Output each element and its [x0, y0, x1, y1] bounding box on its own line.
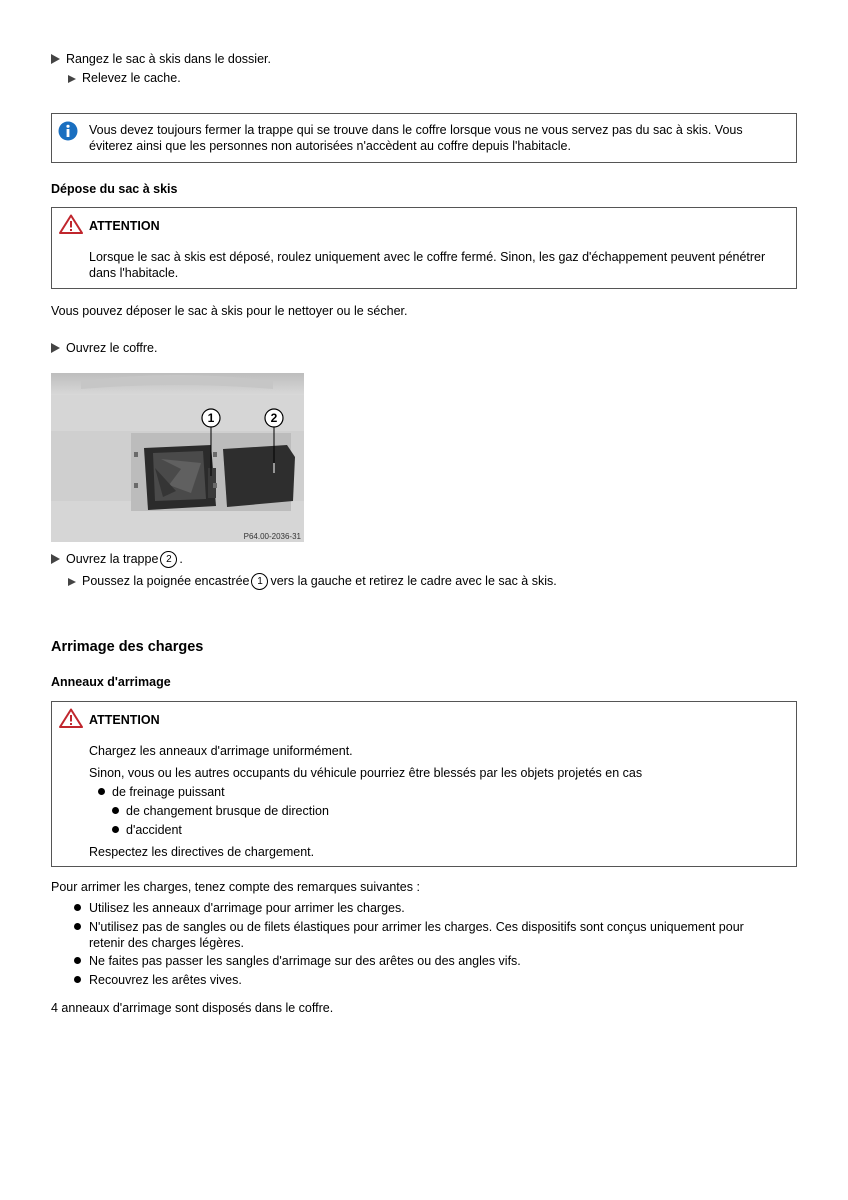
- warning-box-arrimage: [51, 701, 797, 867]
- depose-intro: Vous pouvez déposer le sac à skis pour le nettoyer ou le sécher.: [51, 304, 408, 318]
- section-heading-depose: Dépose du sac à skis: [51, 182, 178, 196]
- bullet-dot: [74, 957, 81, 964]
- ski-bag-figure: [51, 373, 304, 542]
- warning-triangle-icon: [59, 214, 83, 234]
- warning-line2: dans l'habitacle.: [89, 266, 179, 280]
- bullet-dot: [112, 807, 119, 814]
- subheading-anneaux: Anneaux d'arrimage: [51, 675, 171, 689]
- list-item: Ne faites pas passer les sangles d'arrimage sur des arêtes ou des angles vifs.: [89, 953, 521, 969]
- bullet-dot: [74, 923, 81, 930]
- info-note-line1: Vous devez toujours fermer la trappe qui se trouve dans le coffre lorsque vous ne vous servez pas du sac à skis. Vous: [89, 123, 743, 137]
- warning-title: ATTENTION: [89, 713, 160, 727]
- step-store-ski-bag: Rangez le sac à skis dans le dossier.: [51, 51, 271, 67]
- arrow-right-icon: [51, 54, 60, 64]
- warning-line3: Respectez les directives de chargement.: [89, 845, 315, 859]
- arrow-right-icon: [68, 75, 76, 83]
- info-note-box: [51, 113, 797, 163]
- warning-line2: Sinon, vous ou les autres occupants du véhicule pourriez être blessés par les objets projetés en cas: [89, 766, 643, 780]
- info-note-line2: éviterez ainsi que les personnes non autorisées n'accèdent au coffre depuis l'habitacle.: [89, 139, 571, 153]
- figure-callout-2: 2: [270, 411, 278, 425]
- callout-ref-1: 1: [251, 573, 268, 590]
- bullet-dot: [98, 788, 105, 795]
- figure-code: P64.00-2036-31: [243, 532, 301, 541]
- list-item: Utilisez les anneaux d'arrimage pour arrimer les charges.: [89, 900, 405, 916]
- arrimage-intro: Pour arrimer les charges, tenez compte des remarques suivantes :: [51, 880, 420, 894]
- warning-triangle-icon: [59, 708, 83, 728]
- info-icon: [58, 121, 78, 141]
- list-item: N'utilisez pas de sangles ou de filets élastiques pour arrimer les charges. Ces dispositifs sont conçus uniquement pour: [89, 919, 744, 935]
- warning-bullet: de freinage puissant: [112, 784, 225, 800]
- warning-bullet: de changement brusque de direction: [126, 803, 329, 819]
- bullet-dot: [74, 976, 81, 983]
- step-open-trunk: Ouvrez le coffre.: [51, 340, 157, 356]
- warning-box-depose: [51, 207, 797, 289]
- warning-line1: Chargez les anneaux d'arrimage uniformément.: [89, 744, 353, 758]
- step-open-trap: Ouvrez la trappe 2 .: [51, 551, 183, 568]
- warning-bullet: d'accident: [126, 822, 182, 838]
- warning-title: ATTENTION: [89, 219, 160, 233]
- arrow-right-icon: [68, 578, 76, 586]
- arrow-right-icon: [51, 554, 60, 564]
- trunk-illustration: [51, 373, 304, 542]
- step-push-handle: Poussez la poignée encastrée 1 vers la gauche et retirez le cadre avec le sac à skis.: [68, 573, 557, 590]
- arrow-right-icon: [51, 343, 60, 353]
- warning-line1: Lorsque le sac à skis est déposé, roulez uniquement avec le coffre fermé. Sinon, les gaz d'échappement peuvent pénétrer: [89, 250, 766, 264]
- section-heading-arrimage: Arrimage des charges: [51, 639, 204, 655]
- list-item: Recouvrez les arêtes vives.: [89, 972, 242, 988]
- bullet-dot: [112, 826, 119, 833]
- list-item-continuation: retenir des charges légères.: [89, 936, 244, 950]
- callout-ref-2: 2: [160, 551, 177, 568]
- bullet-dot: [74, 904, 81, 911]
- arrimage-footer: 4 anneaux d'arrimage sont disposés dans le coffre.: [51, 1001, 334, 1015]
- figure-callout-1: 1: [207, 411, 215, 425]
- step-raise-cover: Relevez le cache.: [68, 70, 181, 86]
